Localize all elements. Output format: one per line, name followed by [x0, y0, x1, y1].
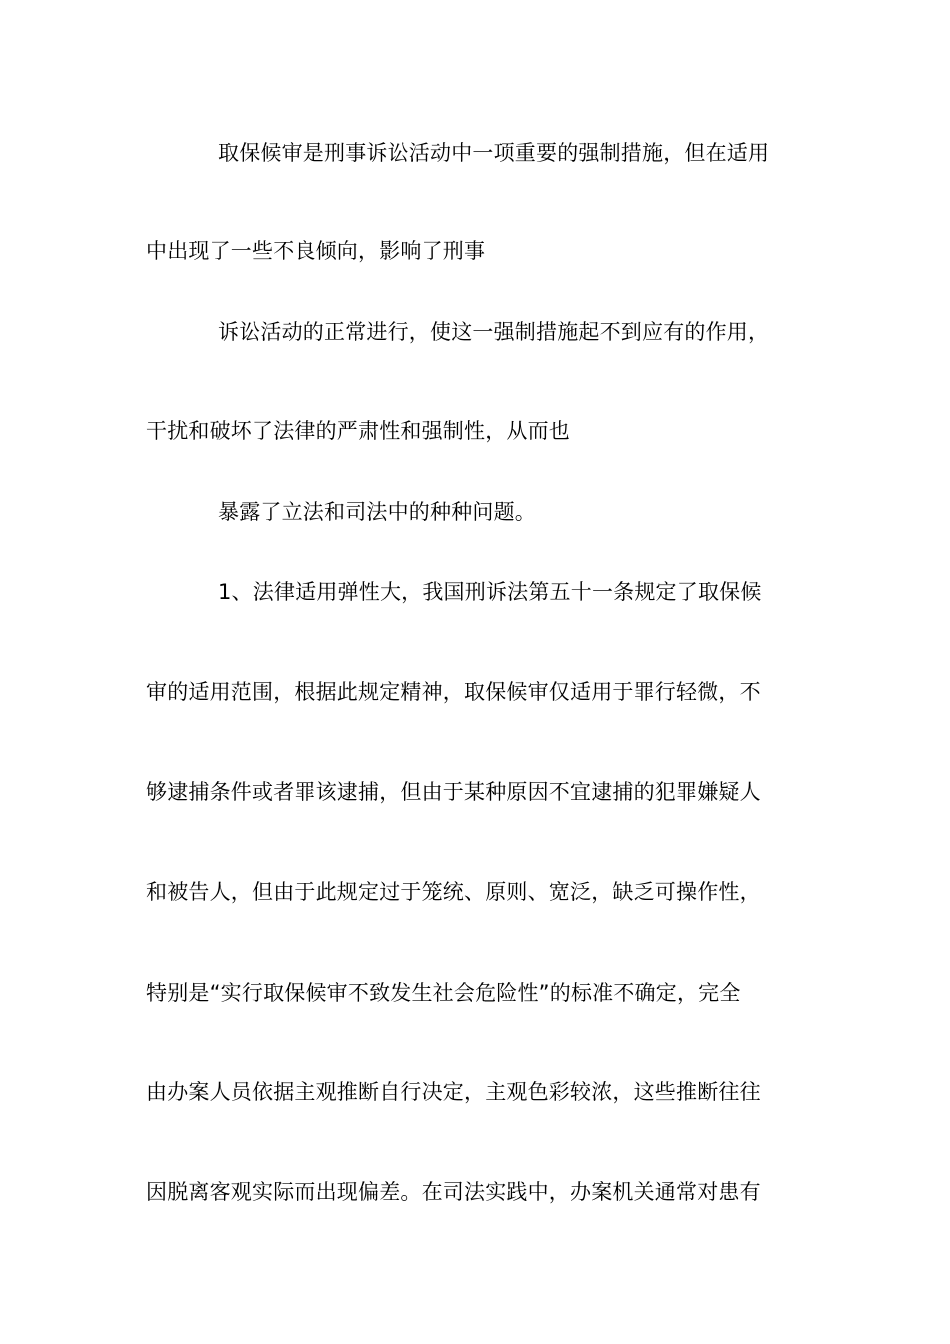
- paragraph-line-1: 取保候审是刑事诉讼活动中一项重要的强制措施，但在适用: [218, 141, 770, 165]
- paragraph-line-10: 特别是“实行取保候审不致发生社会危险性”的标准不确定，完全: [146, 981, 741, 1005]
- paragraph-line-11: 由办案人员依据主观推断自行决定，主观色彩较浓，这些推断往往: [146, 1080, 761, 1104]
- paragraph-line-7: 审的适用范围，根据此规定精神，取保候审仅适用于罪行轻微，不: [146, 680, 761, 704]
- paragraph-line-5: 暴露了立法和司法中的种种问题。: [218, 500, 536, 524]
- paragraph-line-8: 够逮捕条件或者罪该逮捕，但由于某种原因不宜逮捕的犯罪嫌疑人: [146, 780, 761, 804]
- paragraph-line-9: 和被告人，但由于此规定过于笼统、原则、宽泛，缺乏可操作性，: [146, 880, 761, 904]
- paragraph-line-4: 干扰和破坏了法律的严肃性和强制性，从而也: [146, 419, 570, 443]
- paragraph-line-12: 因脱离客观实际而出现偏差。在司法实践中，办案机关通常对患有: [146, 1180, 761, 1204]
- paragraph-line-6: 1、法律适用弹性大，我国刑诉法第五十一条规定了取保候: [218, 580, 762, 604]
- paragraph-line-3: 诉讼活动的正常进行，使这一强制措施起不到应有的作用，: [218, 320, 770, 344]
- paragraph-line-2: 中出现了一些不良倾向，影响了刑事: [146, 239, 486, 263]
